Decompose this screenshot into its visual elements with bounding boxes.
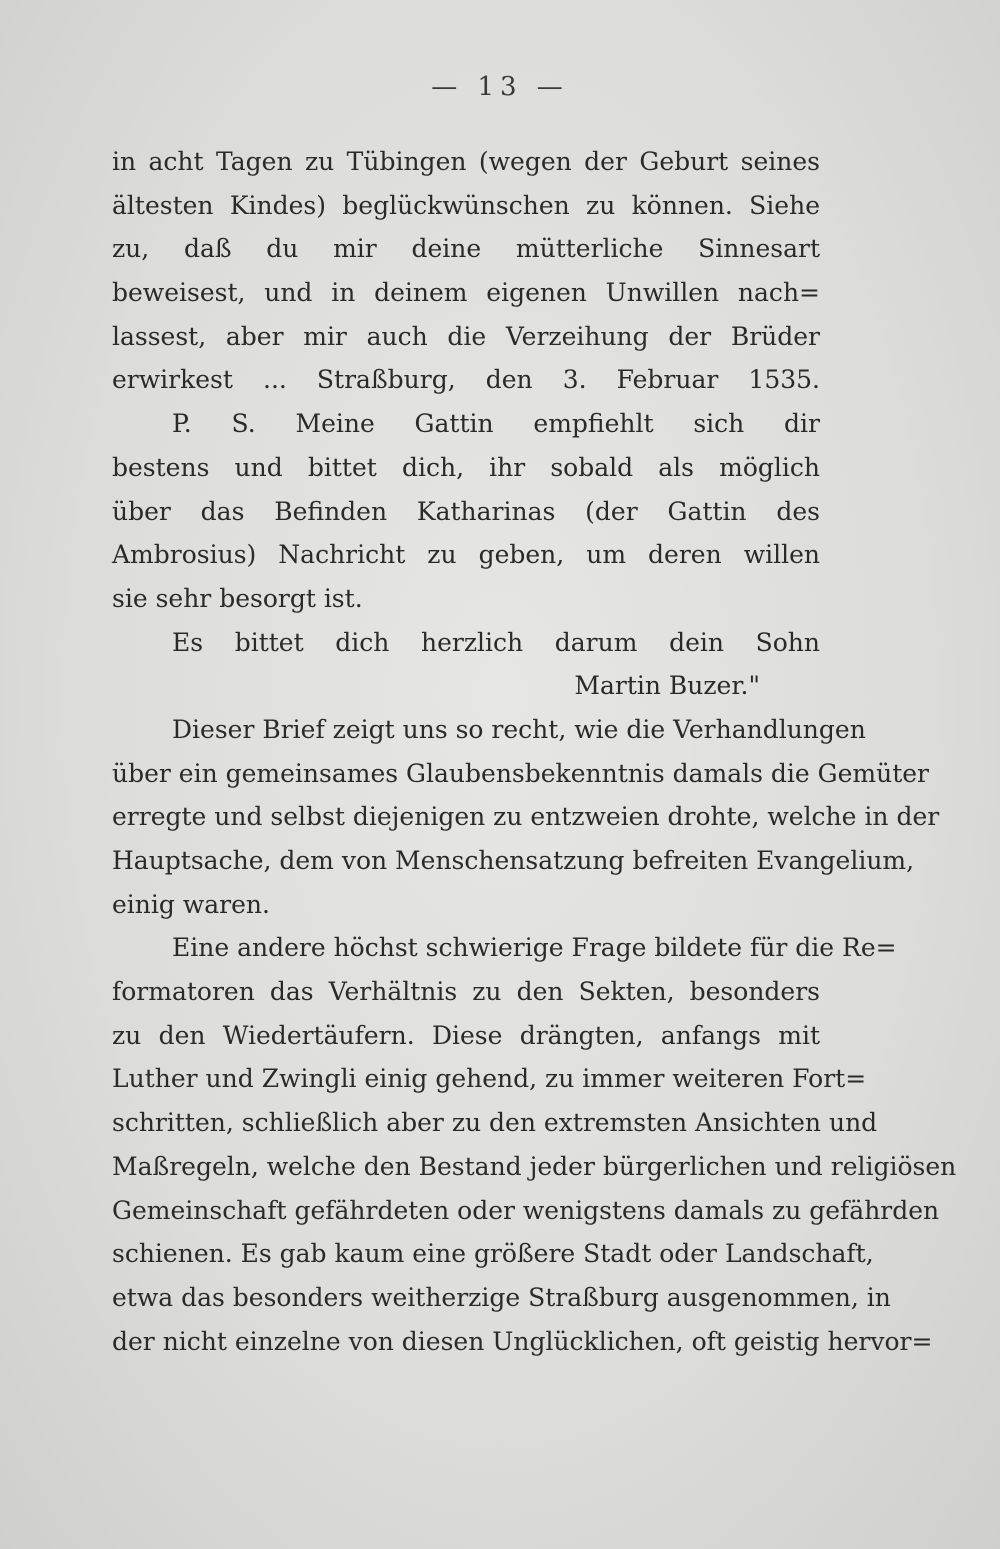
text-line: etwa das besonders weitherzige Straßburg ausgenommen, in <box>112 1282 891 1312</box>
text-line: erwirkest ... Straßburg, den 3. Februar 1535. <box>112 365 820 395</box>
text-line: in acht Tagen zu Tübingen (wegen der Geburt seines <box>112 147 820 176</box>
text-line: P. S. Meine Gattin empfiehlt sich dir <box>172 409 820 439</box>
text-line: der nicht einzelne von diesen Unglücklichen, oft geistig hervor= <box>112 1326 933 1356</box>
text-line: ältesten Kindes) beglückwünschen zu können. Siehe <box>112 190 820 220</box>
text-line: schienen. Es gab kaum eine größere Stadt oder Landschaft, <box>112 1239 874 1269</box>
text-line: über ein gemeinsames Glaubensbekenntnis damals die Gemüter <box>112 758 930 788</box>
text-line: erregte und selbst diejenigen zu entzweien drohte, welche in der <box>112 802 940 832</box>
text-line: über das Befinden Katharinas (der Gattin des <box>112 496 820 526</box>
text-line: zu, daß du mir deine mütterliche Sinnesart <box>112 234 820 264</box>
text-line: schritten, schließlich aber zu den extremsten Ansichten und <box>112 1108 878 1138</box>
text-line: Es bittet dich herzlich darum dein Sohn <box>172 627 820 657</box>
text-line: Gemeinschaft gefährdeten oder wenigstens damals zu gefährden <box>112 1195 940 1225</box>
page-number: — 13 — <box>431 72 569 102</box>
text-line: Eine andere höchst schwierige Frage bildete für die Re= <box>172 933 897 963</box>
text-line: Hauptsache, dem von Menschensatzung befreiten Evangelium, <box>112 846 915 875</box>
body-text <box>112 140 957 1363</box>
text-line: Maßregeln, welche den Bestand jeder bürgerlichen und religiösen <box>112 1151 957 1181</box>
signature-line: Martin Buzer." <box>574 671 760 701</box>
text-line: formatoren das Verhältnis zu den Sekten, besonders <box>112 977 820 1007</box>
text-line: bestens und bittet dich, ihr sobald als möglich <box>112 452 820 482</box>
text-line: sie sehr besorgt ist. <box>112 583 363 613</box>
text-line: einig waren. <box>112 889 270 919</box>
text-line: Ambrosius) Nachricht zu geben, um deren willen <box>112 540 820 570</box>
text-line: beweisest, und in deinem eigenen Unwillen nach= <box>112 278 820 308</box>
text-line: Dieser Brief zeigt uns so recht, wie die Verhandlungen <box>172 714 866 744</box>
text-line: Luther und Zwingli einig gehend, zu immer weiteren Fort= <box>112 1064 867 1094</box>
text-line: zu den Wiedertäufern. Diese drängten, anfangs mit <box>112 1020 820 1050</box>
text-line: lassest, aber mir auch die Verzeihung der Brüder <box>112 321 820 351</box>
